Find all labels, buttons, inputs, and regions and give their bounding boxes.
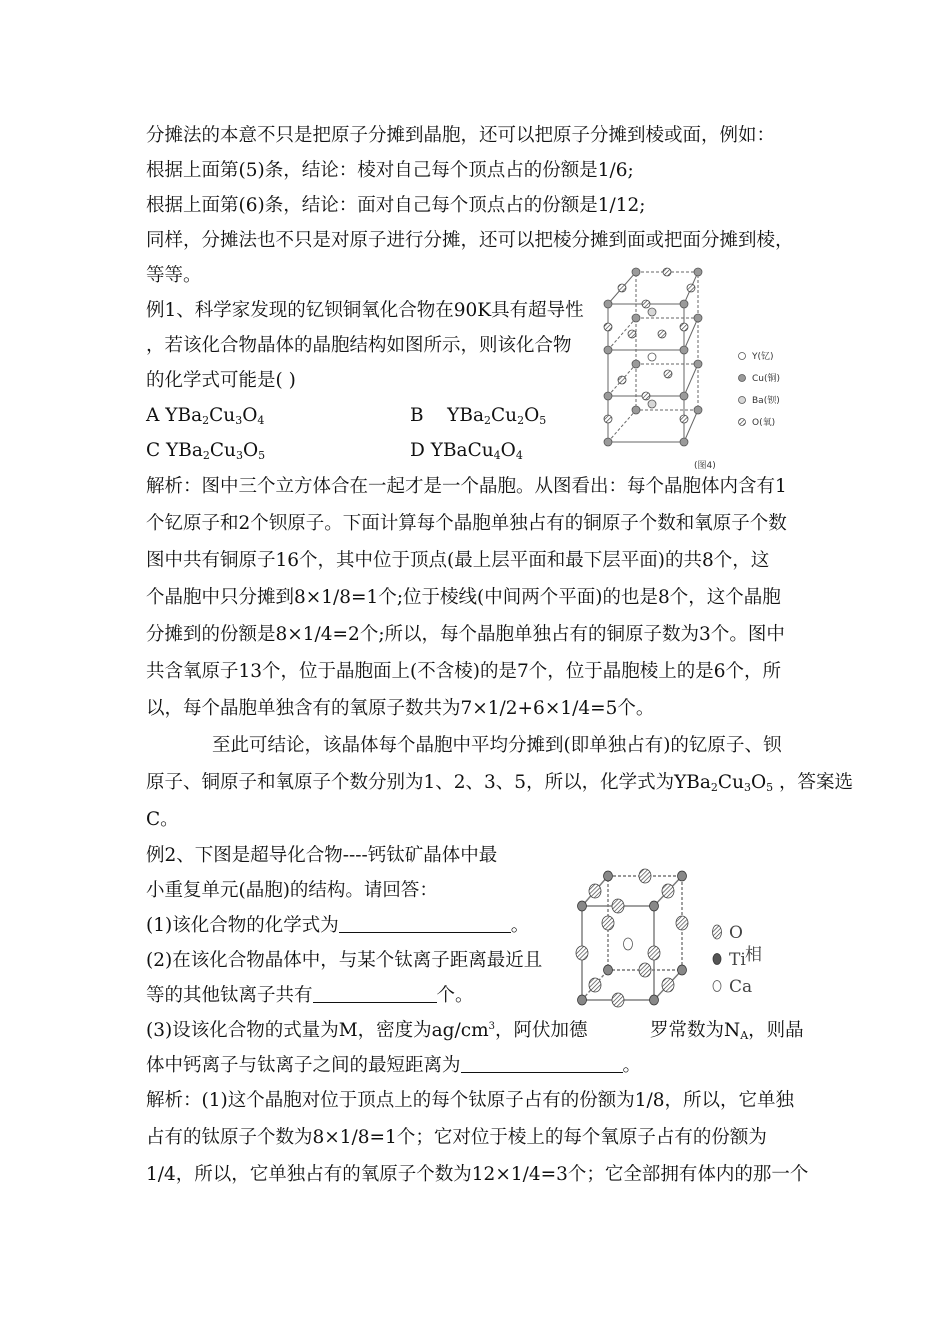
text-line: 的化学式可能是( ) <box>146 370 296 391</box>
text-line: 占有的钛原子个数为8×1/8=1个；它对位于棱上的每个氧原子占有的份额为 <box>146 1127 767 1148</box>
text-line: ，若该化合物晶体的晶胞结构如图所示，则该化合物 <box>146 335 572 356</box>
text-line: 个钇原子和2个钡原子。下面计算每个晶胞单独占有的铜原子个数和氧原子个数 <box>146 513 787 534</box>
text-line: 分摊法的本意不只是把原子分摊到晶胞，还可以把原子分摊到棱或面，例如： <box>146 125 776 146</box>
svg-text:O(氧): O(氧) <box>752 418 776 428</box>
question-3-right: 罗常数为$N_A$，则晶 <box>650 1020 804 1042</box>
svg-text:Ba(钡): Ba(钡) <box>752 396 780 406</box>
text-line: 根据上面第(6)条，结论：面对自己每个顶点占的份额是1/12; <box>146 195 646 216</box>
svg-text:O: O <box>729 923 743 943</box>
text-line: 图中共有铜原子16个，其中位于顶点(最上层平面和最下层平面)的共8个，这 <box>146 550 770 571</box>
perovskite-crystal-figure <box>574 858 774 1010</box>
text-line: 等等。 <box>146 265 202 286</box>
ybco-crystal-figure <box>596 262 796 474</box>
svg-text:Cu(铜): Cu(铜) <box>752 374 781 384</box>
example-2-title: 例2、下图是超导化合物----钙钛矿晶体中最 <box>146 845 498 866</box>
option-d: D $YBaCu_4O_4$ <box>410 440 523 462</box>
analysis-1: 解析：图中三个立方体合在一起才是一个晶胞。从图看出：每个晶胞体内含有1 <box>146 476 787 497</box>
conclusion-line2: 原子、铜原子和氧原子个数分别为1、2、3、5，所以，化学式为$YBa_2Cu_3O_5$ ，答案选 <box>146 772 854 794</box>
text-line: 个晶胞中只分摊到8×1/8=1个;位于棱线(中间两个平面)的也是8个，这个晶胞 <box>146 587 781 608</box>
legend <box>713 923 763 997</box>
conclusion: 至此可结论，该晶体每个晶胞中平均分摊到(即单独占有)的钇原子、钡 <box>212 735 782 756</box>
svg-text:Ca: Ca <box>729 977 753 997</box>
text-line: 共含氧原子13个，位于晶胞面上(不含棱)的是7个，位于晶胞棱上的是6个，所 <box>146 661 782 682</box>
question-3-cont: 体中钙离子与钛离子之间的最短距离为 。 <box>146 1055 642 1076</box>
text-line: 1/4，所以，它单独占有的氧原子个数为12×1/4=3个；它全部拥有体内的那一个 <box>146 1164 809 1185</box>
text-line: 小重复单元(晶胞)的结构。请回答： <box>146 880 438 901</box>
option-a: A $YBa_2Cu_3O_4$ <box>146 405 265 427</box>
figure-caption: (图4) <box>694 461 716 471</box>
svg-text:Y(钇): Y(钇) <box>752 352 774 362</box>
text-line: 根据上面第(5)条，结论：棱对自己每个顶点占的份额是1/6; <box>146 160 634 181</box>
question-2-cont: 等的其他钛离子共有 个。 <box>146 985 474 1006</box>
option-c: C $YBa_2Cu_3O_5$ <box>146 440 266 462</box>
legend <box>739 350 781 428</box>
question-2: (2)在该化合物晶体中，与某个钛离子距离最近且 <box>146 950 543 971</box>
example-1-title: 例1、科学家发现的钇钡铜氧化合物在90K具有超导性 <box>146 300 584 321</box>
text-line: 同样，分摊法也不只是对原子进行分摊，还可以把棱分摊到面或把面分摊到棱， <box>146 230 794 251</box>
text-line: 以，每个晶胞单独含有的氧原子数共为7×1/2+6×1/4=5个。 <box>146 698 655 719</box>
text-line: 分摊到的份额是8×1/4=2个;所以，每个晶胞单独占有的铜原子数为3个。图中 <box>146 624 785 645</box>
text-line: C。 <box>146 809 179 830</box>
svg-text:Ti: Ti <box>729 950 746 970</box>
option-b: B $YBa_2Cu_2O_5$ <box>410 405 547 427</box>
analysis-2: 解析：(1)这个晶胞对位于顶点上的每个钛原子占有的份额为1/8，所以，它单独 <box>146 1090 794 1111</box>
question-3: (3)设该化合物的式量为M，密度为$ag/cm^3$，阿伏加德 <box>146 1020 588 1041</box>
svg-text:相: 相 <box>745 945 762 965</box>
question-1: (1)该化合物的化学式为 。 <box>146 915 530 936</box>
